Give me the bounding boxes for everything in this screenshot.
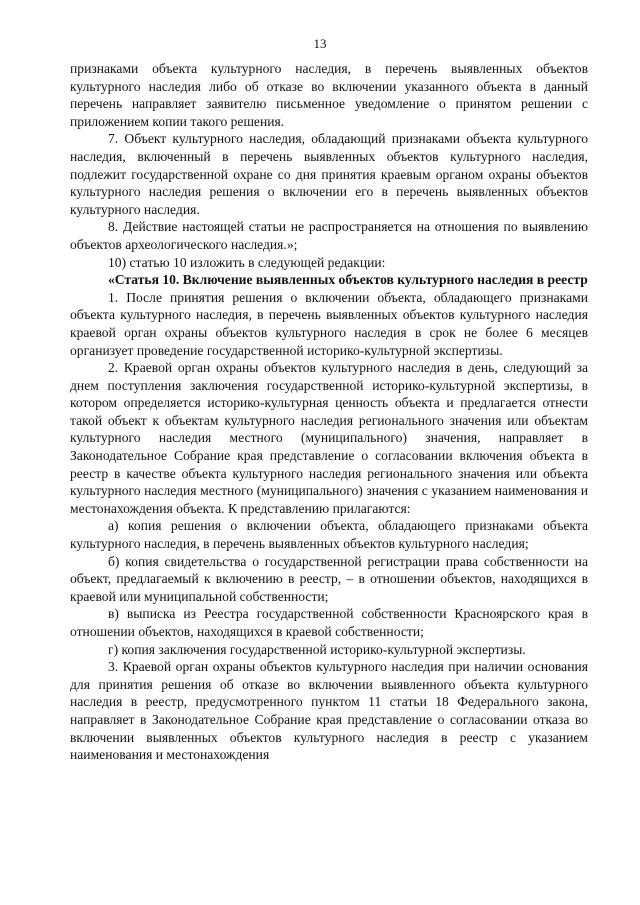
page-number: 13 (313, 36, 327, 51)
paragraph: 2. Краевой орган охраны объектов культурного наследия в день, следующий за днем поступления заключения государственной историко-культурной экспертизы, в котором определяется историко-культурная ценность объекта и предлагается отнести такой объект к объектам культурного наследия регионального значения или объектам культурного наследия местного (муниципального) значения, направляет в Законодательное Собрание края представление о согласовании включения объекта в реестр в качестве объекта культурного наследия регионального значения или объекта культурного наследия местного (муниципального) значения с указанием наименования и местонахождения объекта. К представлению прилагаются: (70, 360, 588, 516)
paragraph: 1. После принятия решения о включении объекта, обладающего признаками объекта культурного наследия, в перечень выявленных объектов культурного наследия краевой орган охраны объектов культурного наследия в срок не более 6 месяцев организует проведение государственной историко-культурной экспертизы. (70, 289, 588, 358)
paragraph: 8. Действие настоящей статьи не распространяется на отношения по выявлению объектов археологического наследия.»; (70, 219, 588, 252)
list-item: б) копия свидетельства о государственной регистрации права собственности на объект, предлагаемый к включению в реестр, – в отношении объектов, находящихся в краевой или муниципальной собственности; (70, 553, 588, 604)
article-title: «Статья 10. Включение выявленных объектов культурного наследия в реестр (108, 272, 588, 288)
list-item: а) копия решения о включении объекта, обладающего признаками объекта культурного наследия, в перечень выявленных объектов культурного наследия; (70, 518, 588, 552)
list-item: г) копия заключения государственной историко-культурной экспертизы. (108, 641, 526, 657)
paragraph: 7. Объект культурного наследия, обладающий признаками объекта культурного наследия, включенный в перечень выявленных объектов культурного наследия, подлежит государственной охране со дня принятия краевым органом охраны объектов культурного наследия решения о включении его в перечень выявленных объектов культурного наследия. (70, 131, 588, 217)
paragraph: признаками объекта культурного наследия, в перечень выявленных объектов культурного наследия либо об отказе во включении указанного объекта в данный перечень направляет заявителю письменное уведомление о принятом решении с приложением копии такого решения. (70, 61, 588, 129)
list-item: в) выписка из Реестра государственной собственности Красноярского края в отношении объектов, находящихся в краевой собственности; (70, 606, 588, 639)
paragraph: 3. Краевой орган охраны объектов культурного наследия при наличии основания для принятия решения об отказе во включении выявленного объекта культурного наследия в реестр, предусмотренного пунктом 11 статьи 18 Федерального закона, направляет в Законодательное Собрание края представление о согласовании отказа во включении выявленных объектов культурного наследия в реестр с указанием наименования и местонахождения (70, 659, 588, 763)
paragraph: 10) статью 10 изложить в следующей редакции: (108, 254, 386, 270)
document-body (70, 60, 588, 764)
